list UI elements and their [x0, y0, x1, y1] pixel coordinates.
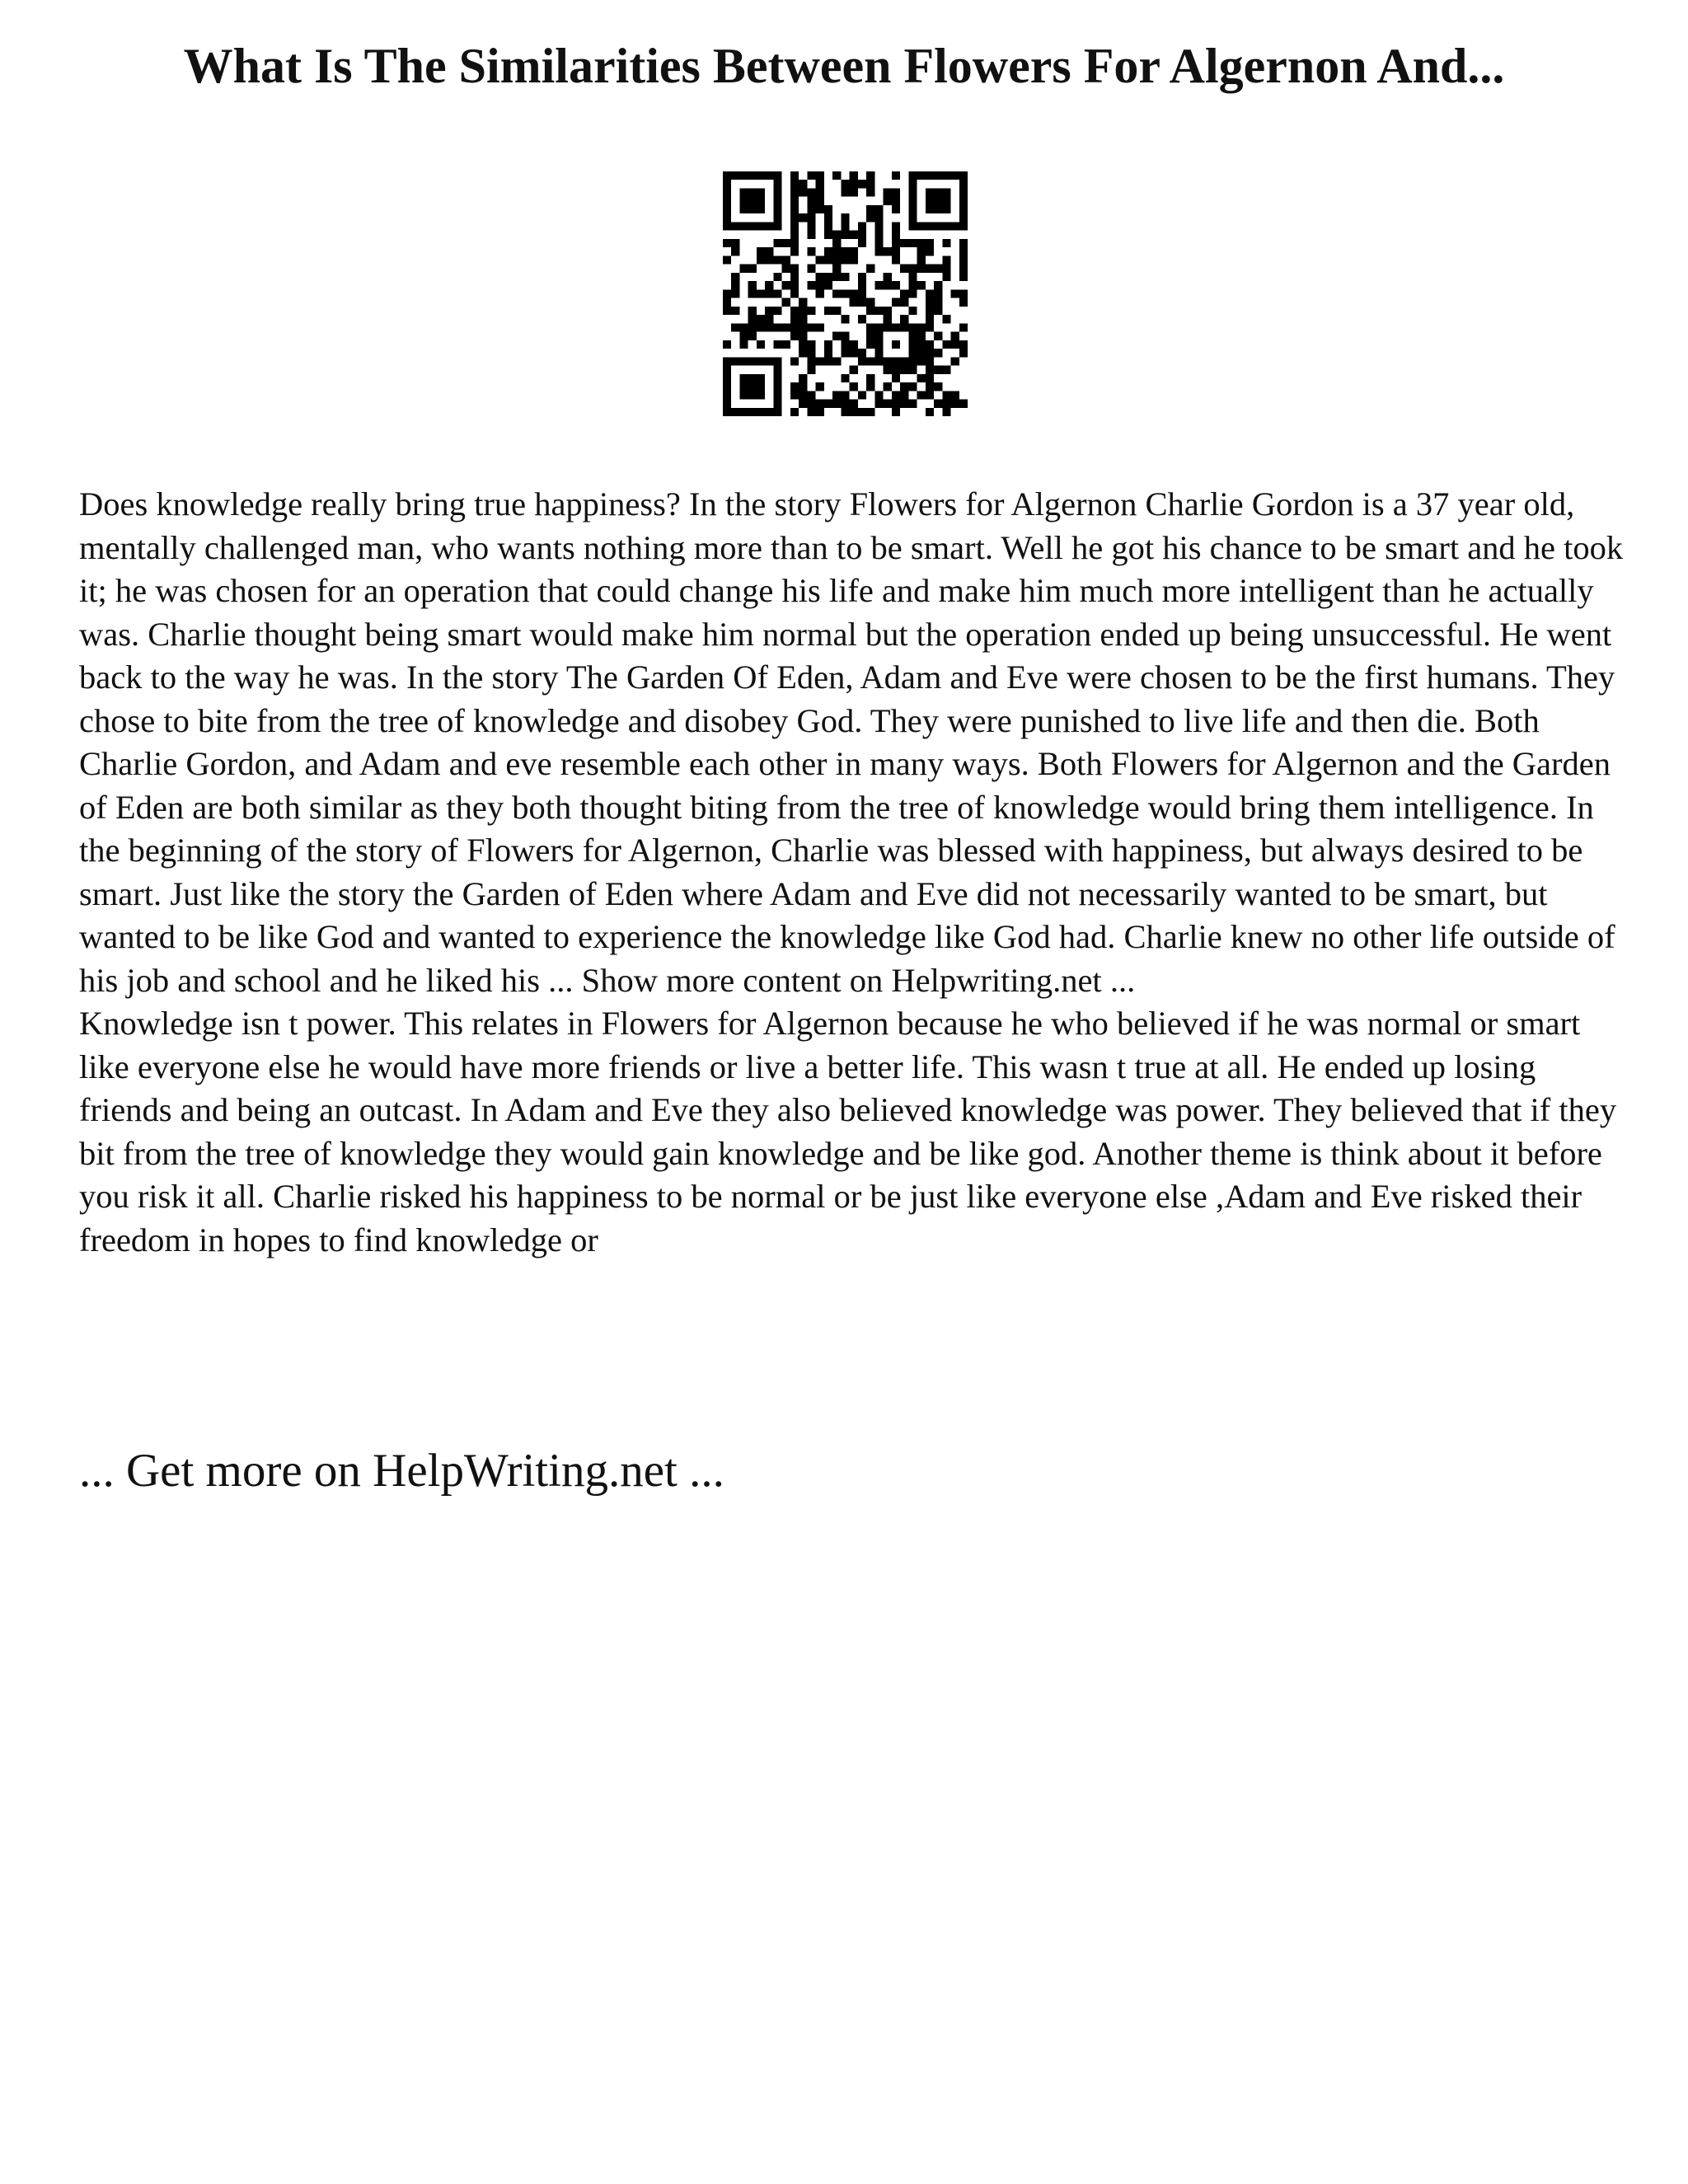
qr-code-icon — [723, 171, 968, 416]
page-title: What Is The Similarities Between Flowers For Algernon And... — [183, 39, 1505, 93]
paragraph: Knowledge isn t power. This relates in Flowers for Algernon because he who believed if he was normal or smart like everyone else he would have more friends or live a better life. This wasn t true at all. He ended up losing friends and being an outcast. In Adam and Eve they also believed knowledge was power. They believed that if they bit from the tree of knowledge they would gain knowledge and be like god. Another theme is think about it before you risk it all. Charlie risked his happiness to be normal or be just like everyone else ,Adam and Eve risked their freedom in hopes to find knowledge or — [79, 1005, 1617, 1258]
article-body — [79, 483, 1629, 1262]
get-more-link[interactable]: ... Get more on HelpWriting.net ... — [79, 1445, 724, 1497]
paragraph: Does knowledge really bring true happiness? In the story Flowers for Algernon Charlie Gordon is a 37 year old, mentally challenged man, who wants nothing more than to be smart. Well he got his chance to be smart and he took it; he was chosen for an operation that could change his life and make him much more intelligent than he actually was. Charlie thought being smart would make him normal but the operation ended up being unsuccessful. He went back to the way he was. In the story The Garden Of Eden, Adam and Eve were chosen to be the first humans. They chose to bite from the tree of knowledge and disobey God. They were punished to live life and then die. Both Charlie Gordon, and Adam and eve resemble each other in many ways. Both Flowers for Algernon and the Garden of Eden are both similar as they both thought biting from the tree of knowledge would bring them intelligence. In the beginning of the story of Flowers for Algernon, Charlie was blessed with happiness, but always desired to be smart. Just like the story the Garden of Eden where Adam and Eve did not necessarily wanted to be smart, but wanted to be like God and wanted to experience the knowledge like God had. Charlie knew no other life outside of his job and school and he liked his ... Show more content on Helpwriting.net ... — [79, 485, 1624, 999]
